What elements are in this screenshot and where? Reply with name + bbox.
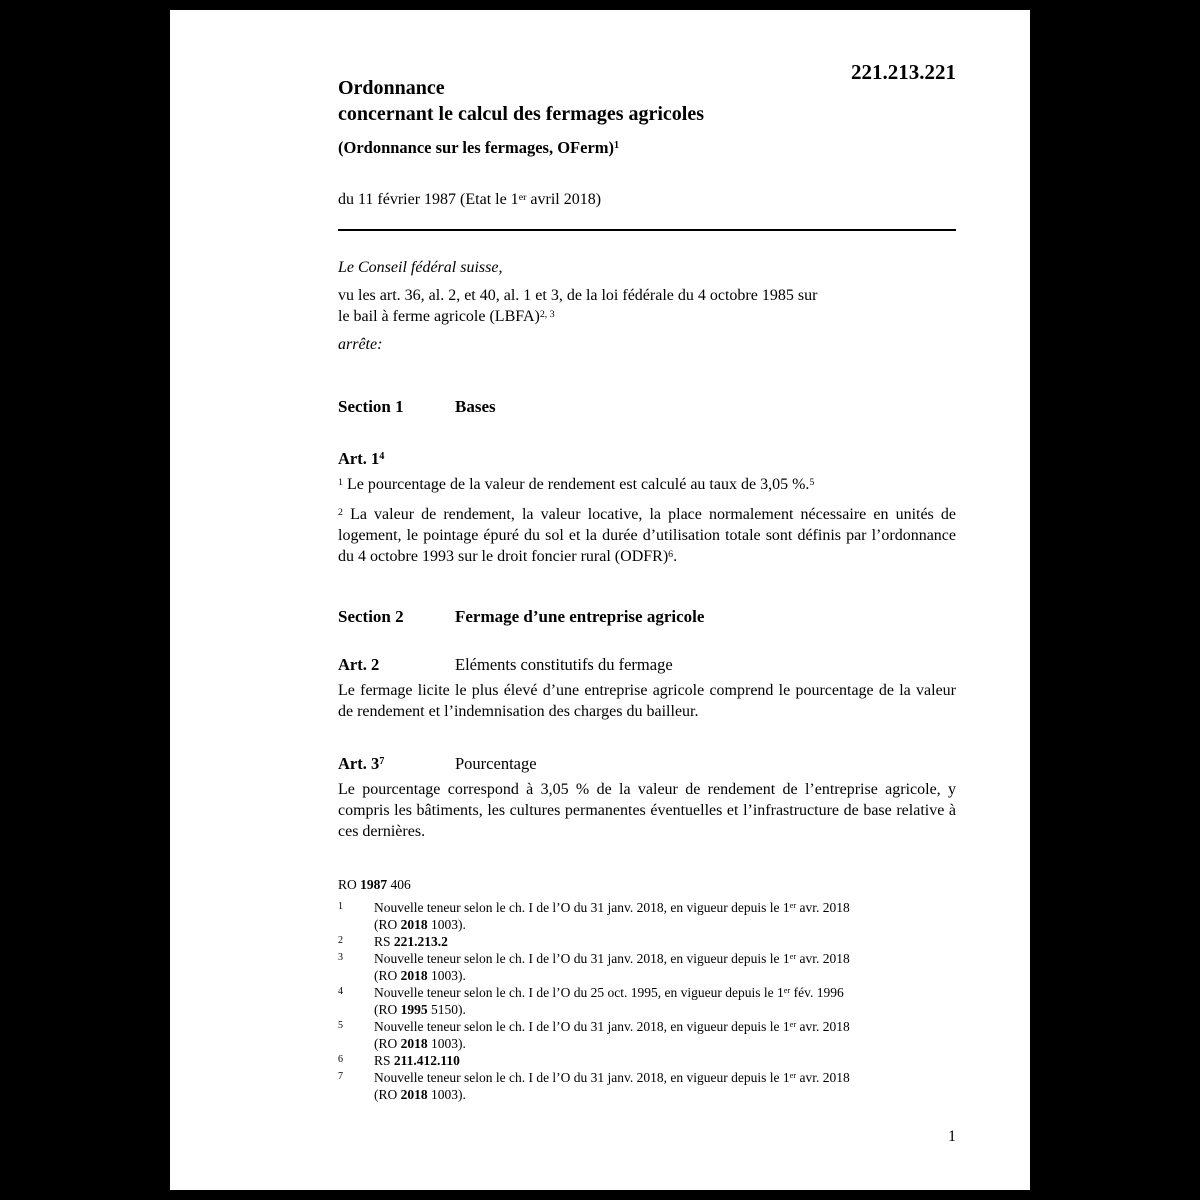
ro-reference <box>338 876 956 893</box>
paragraph-2-period: . <box>673 548 678 565</box>
date-line <box>338 191 956 209</box>
footnote-number: 7 <box>338 1071 343 1082</box>
footnote-text: RS 211.412.110 <box>374 1053 460 1068</box>
subtitle-text: (Ordonnance sur les fermages, OFerm) <box>338 138 615 157</box>
page-content <box>338 10 956 1103</box>
article-2-body: Le fermage licite le plus élevé d’une entreprise agricole comprend le pourcentage de la valeur de rendement et l’indemnisation des charges du bailleur. <box>338 682 956 720</box>
footnote-item <box>338 933 956 950</box>
citation-line2 <box>338 306 956 327</box>
citation-line1: vu les art. 36, al. 2, et 40, al. 1 et 3, de la loi fédérale du 4 octobre 1985 sur <box>338 287 818 304</box>
paragraph-2-marker: 2 <box>338 506 343 518</box>
article-1-paragraph-1 <box>338 474 956 495</box>
footnote-number: 3 <box>338 952 343 963</box>
paragraph-1-text: Le pourcentage de la valeur de rendement est calculé au taux de 3,05 %. <box>342 476 810 493</box>
footnote-text: RS 221.213.2 <box>374 934 448 949</box>
footnote-item <box>338 950 956 984</box>
document-subtitle <box>338 138 956 158</box>
article-2-title: Eléments constitutifs du fermage <box>455 655 673 674</box>
page-number: 1 <box>948 1128 956 1145</box>
article-1-footnote-ref: 4 <box>379 451 385 463</box>
document-title <box>338 75 956 127</box>
article-1-heading <box>338 448 956 469</box>
preamble-citation <box>338 285 956 327</box>
footnote-item <box>338 899 956 933</box>
footnote-text: Nouvelle teneur selon le ch. I de l’O du 31 janv. 2018, en vigueur depuis le 1er avr. 2018 (RO 2018 1003). <box>374 1019 850 1051</box>
footnote-item <box>338 984 956 1018</box>
article-2-heading <box>338 654 956 675</box>
ro-year: 1987 <box>360 877 388 892</box>
ro-pre: RO <box>338 877 361 892</box>
footnotes-list <box>338 899 956 1103</box>
footnote-text: Nouvelle teneur selon le ch. I de l’O du 25 oct. 1995, en vigueur depuis le 1er fév. 1996 (RO 1995 5150). <box>374 985 844 1017</box>
date-post: avril 2018) <box>526 191 602 208</box>
citation-line2-text: le bail à ferme agricole (LBFA) <box>338 308 540 325</box>
article-1-paragraph-2 <box>338 504 956 567</box>
paragraph-2-footnote-ref: 6 <box>668 548 674 560</box>
citation-footnote-refs: 2, 3 <box>539 308 555 320</box>
subtitle-footnote-ref: 1 <box>614 140 620 152</box>
ro-post: 406 <box>387 877 411 892</box>
article-3-title: Pourcentage <box>455 754 537 773</box>
date-ordinal: er <box>518 191 527 203</box>
footnote-number: 5 <box>338 1020 343 1031</box>
article-1-label: Art. $1^4$ <box>338 449 385 468</box>
article-2-label: Art. 2 <box>338 655 380 674</box>
document-title-line1: Ordonnance <box>338 77 445 99</box>
section-1-label: Section 1 <box>338 397 404 416</box>
paragraph-2-text: La valeur de rendement, la valeur locative, la place normalement nécessaire en unités de logement, le pointage épuré du sol et la durée d’utilisation totale sont définis par l’ordonnance du 4 octobre 1993 sur le droit foncier rural (ODFR) <box>338 506 956 565</box>
footnote-number: 4 <box>338 986 343 997</box>
footnote-item <box>338 1069 956 1103</box>
doc-reference-number: 221.213.221 <box>851 60 956 84</box>
footnote-item <box>338 1018 956 1052</box>
footnote-number: 2 <box>338 935 343 946</box>
section-1-heading <box>338 396 956 418</box>
document-title-line2: concernant le calcul des fermages agricoles <box>338 103 705 125</box>
preamble-author: Le Conseil fédéral suisse, <box>338 259 503 276</box>
article-3-body: Le pourcentage correspond à 3,05 % de la valeur de rendement de l’entreprise agricole, y compris les bâtiments, les cultures permanentes éventuelles et l’infrastructure de base relative à ces dernières. <box>338 781 956 840</box>
document-page <box>170 10 1030 1190</box>
section-2-heading <box>338 606 956 628</box>
footnote-item <box>338 1052 956 1069</box>
paragraph-1-footnote-ref: 5 <box>809 476 815 488</box>
section-1-title: Bases <box>455 397 496 416</box>
footnote-number: 1 <box>338 901 343 912</box>
section-2-label: Section 2 <box>338 607 404 626</box>
footnote-text: Nouvelle teneur selon le ch. I de l’O du 31 janv. 2018, en vigueur depuis le 1er avr. 2018 (RO 2018 1003). <box>374 1070 850 1102</box>
preamble-decree: arrête: <box>338 336 383 353</box>
article-3-label: Art. $3^7$ <box>338 754 385 773</box>
article-3-footnote-ref: 7 <box>379 756 385 768</box>
article-3-heading <box>338 753 956 774</box>
footnote-text: Nouvelle teneur selon le ch. I de l’O du 31 janv. 2018, en vigueur depuis le 1er avr. 2018 (RO 2018 1003). <box>374 900 850 932</box>
section-2-title: Fermage d’une entreprise agricole <box>455 607 705 626</box>
footnote-text: Nouvelle teneur selon le ch. I de l’O du 31 janv. 2018, en vigueur depuis le 1er avr. 2018 (RO 2018 1003). <box>374 951 850 983</box>
paragraph-1-marker: 1 <box>338 476 343 488</box>
date-pre: du 11 février 1987 (Etat le 1 <box>338 191 519 208</box>
divider-rule <box>338 229 956 231</box>
footnote-number: 6 <box>338 1054 343 1065</box>
